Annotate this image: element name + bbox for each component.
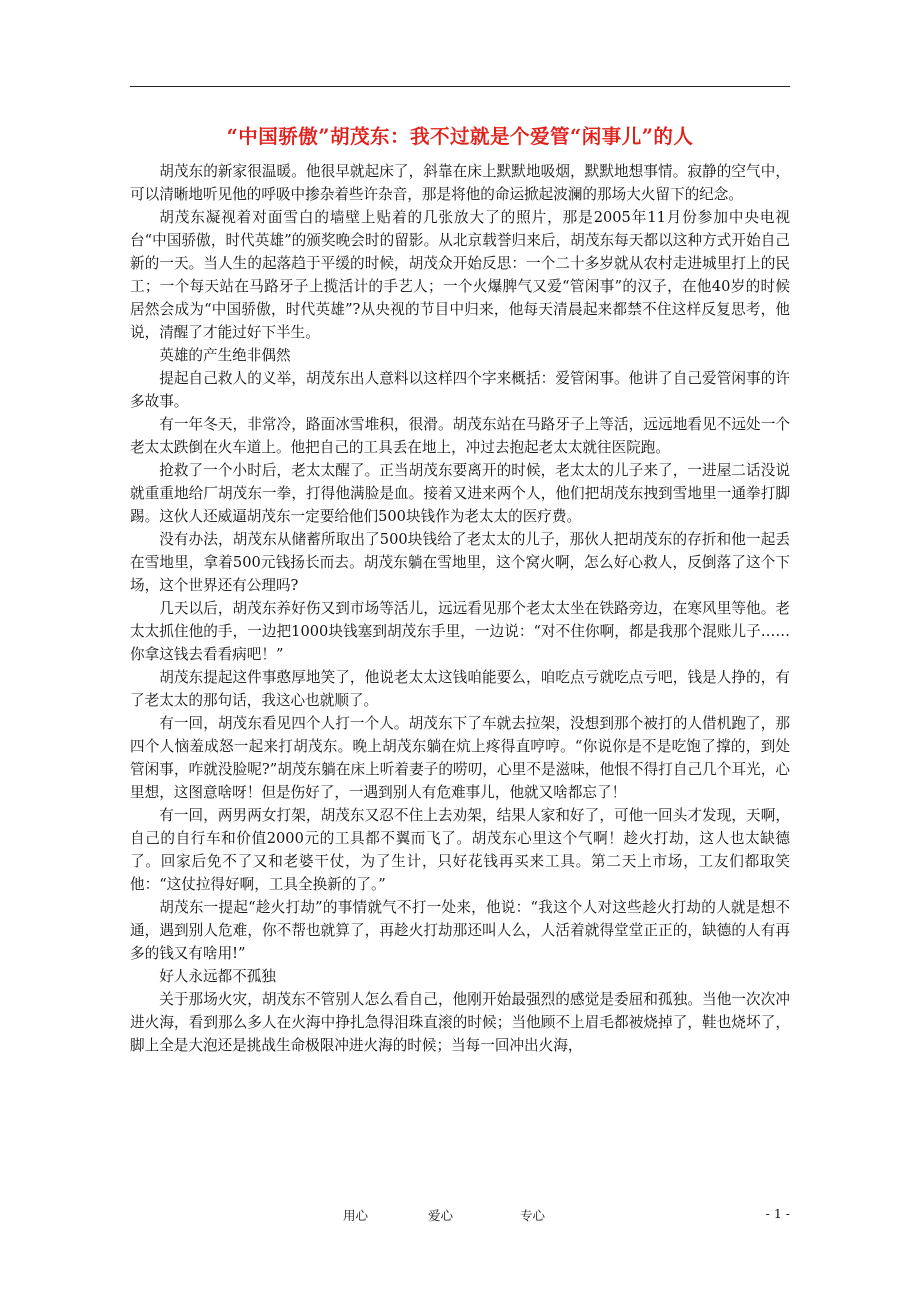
paragraph: 几天以后，胡茂东养好伤又到市场等活儿，远远看见那个老太太坐在铁路旁边，在寒风里等他。老太太抓住他的手，一边把1000块钱塞到胡茂东手里，一边说：“对不住你啊，都是我那个混账儿子……你拿这钱去看看病吧！” (130, 600, 790, 663)
header-rule (130, 86, 790, 87)
article-body (130, 160, 790, 1057)
paragraph: 抢救了一个小时后，老太太醒了。正当胡茂东要离开的时候，老太太的儿子来了，一进屋二话没说就重重地给厂胡茂东一拳，打得他满脸是血。接着又进来两个人，他们把胡茂东拽到雪地里一通拳打脚踢。这伙人还威逼胡茂东一定要给他们500块钱作为老太太的医疗费。 (130, 462, 790, 525)
article-title: “中国骄傲”胡茂东：我不过就是个爱管“闲事儿”的人 (226, 125, 694, 148)
paragraph: 有一回，胡茂东看见四个人打一个人。胡茂东下了车就去拉架，没想到那个被打的人借机跑了，那四个人恼羞成怒一起来打胡茂东。晚上胡茂东躺在炕上疼得直哼哼。“你说你是不是吃饱了撑的，到处管闲事，咋就没脸呢?”胡茂东躺在床上听着妻子的唠叨，心里不是滋味，他恨不得打自己几个耳光，心里想，这图意啥呀！但是伤好了，一遇到别人有危难事儿，他就又啥都忘了！ (130, 715, 790, 801)
section-heading: 好人永远都不孤独 (159, 968, 276, 985)
page-number: - 1 - (765, 1206, 790, 1221)
section-heading: 英雄的产生绝非偶然 (159, 347, 291, 364)
footer-text: 用心 (343, 1208, 369, 1223)
paragraph: 提起自己救人的义举，胡茂东出人意料以这样四个字来概括：爱管闲事。他讲了自己爱管闲事的许多故事。 (130, 370, 790, 410)
page-footer (130, 1206, 790, 1228)
paragraph: 胡茂东凝视着对面雪白的墙壁上贴着的几张放大了的照片，那是2005年11月份参加中央电视台“中国骄傲，时代英雄”的颁奖晚会时的留影。从北京载誉归来后，胡茂东每天都以这种方式开始自己新的一天。当人生的起落趋于平缓的时候，胡茂众开始反思：一个二十多岁就从农村走进城里打上的民工；一个每天站在马路牙子上揽活计的手艺人；一个火爆脾气又爱“管闲事”的汉子，在他40岁的时候居然会成为“中国骄傲，时代英雄”?从央视的节目中归来，他每天清晨起来都禁不住这样反复思考，他说，清醒了才能过好下半生。 (130, 209, 790, 341)
paragraph: 有一回，两男两女打架，胡茂东又忍不住上去劝架，结果人家和好了，可他一回头才发现，天啊，自己的自行车和价值2000元的工具都不翼而飞了。胡茂东心里这个气啊！趁火打劫，这人也太缺德了。回家后免不了又和老婆干仗，为了生计，只好花钱再买来工具。第二天上市场，工友们都取笑他：“这仗拉得好啊，工具全换新的了。” (130, 807, 790, 893)
paragraph: 有一年冬天，非常冷，路面冰雪堆积，很滑。胡茂东站在马路牙子上等活，远远地看见不远处一个老太太跌倒在火车道上。他把自己的工具丢在地上，冲过去抱起老太太就往医院跑。 (130, 416, 790, 456)
paragraph: 胡茂东一提起“趁火打劫”的事情就气不打一处来，他说：“我这个人对这些趁火打劫的人就是想不通，遇到别人危难，你不帮也就算了，再趁火打劫那还叫人么，人活着就得堂堂正正的，缺德的人有再多的钱又有啥用!” (130, 899, 790, 962)
paragraph: 胡茂东的新家很温暖。他很早就起床了，斜靠在床上默默地吸烟，默默地想事情。寂静的空气中，可以清晰地听见他的呼吸中掺杂着些许杂音，那是将他的命运掀起波澜的那场大火留下的纪念。 (130, 163, 790, 203)
footer-text: 爱心 (428, 1208, 454, 1223)
footer-text: 专心 (520, 1208, 546, 1223)
paragraph: 胡茂东提起这件事憨厚地笑了，他说老太太这钱咱能要么，咱吃点亏就吃点亏吧，钱是人挣的，有了老太太的那句话，我这心也就顺了。 (130, 669, 790, 709)
paragraph: 没有办法，胡茂东从储蓄所取出了500块钱给了老太太的儿子，那伙人把胡茂东的存折和他一起丢在雪地里，拿着500元钱扬长而去。胡茂东躺在雪地里，这个窝火啊，怎么好心救人，反倒落了这个下场，这个世界还有公理吗? (130, 531, 790, 594)
paragraph: 关于那场火灾，胡茂东不管别人怎么看自己，他刚开始最强烈的感觉是委屈和孤独。当他一次次冲进火海，看到那么多人在火海中挣扎急得泪珠直滚的时候；当他顾不上眉毛都被烧掉了，鞋也烧坏了，脚上全是大泡还是挑战生命极限冲进火海的时候；当每一回冲出火海， (130, 991, 790, 1054)
